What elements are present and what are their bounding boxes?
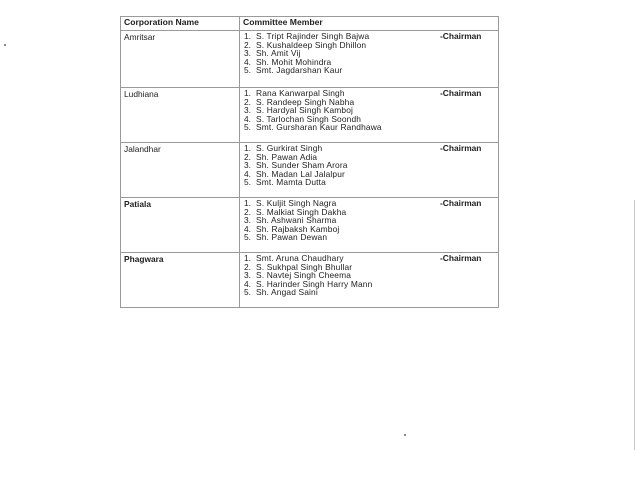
table-row	[121, 253, 499, 308]
scan-speck	[404, 434, 406, 436]
member-name: Smt. Jagdarshan Kaur	[256, 65, 343, 76]
member-list	[244, 144, 498, 187]
member-name: Sh. Mohit Mohindra	[256, 56, 332, 67]
member-number: 1.	[244, 253, 251, 263]
member-list	[244, 199, 498, 242]
scan-speck	[4, 44, 6, 46]
member-list	[244, 32, 498, 75]
member-name: S. Navtej Singh Cheema	[256, 270, 352, 281]
member-name: S. Hardyal Singh Kamboj	[256, 105, 354, 116]
member-name: Sh. Rajbaksh Kamboj	[256, 223, 340, 234]
member-list	[244, 89, 498, 132]
member-number: 2.	[244, 261, 251, 272]
member-number: 4.	[244, 168, 251, 179]
member-role: -Chairman	[440, 31, 482, 41]
member-name: Rana Kanwarpal Singh	[256, 88, 345, 98]
member-list-cell	[240, 253, 499, 308]
member-item	[244, 288, 498, 297]
member-name: Sh. Amit Vij	[256, 48, 301, 59]
member-name: S. Gurkirat Singh	[256, 143, 323, 153]
member-number: 2.	[244, 151, 251, 162]
committee-member-header: Committee Member	[240, 17, 499, 31]
member-role: -Chairman	[440, 143, 482, 153]
member-number: 3.	[244, 160, 251, 171]
member-number: 5.	[244, 287, 251, 298]
committee-table	[120, 16, 499, 308]
member-name: Sh. Ashwani Sharma	[256, 215, 337, 226]
member-list-cell	[240, 31, 499, 88]
member-role: -Chairman	[440, 253, 482, 263]
member-name: Sh. Madan Lal Jalalpur	[256, 168, 345, 179]
table-header-row	[121, 17, 499, 31]
member-name: Sh. Pawan Dewan	[256, 232, 328, 243]
member-number: 5.	[244, 232, 251, 243]
member-number: 1.	[244, 143, 251, 153]
member-number: 3.	[244, 215, 251, 226]
table-row	[121, 143, 499, 198]
member-number: 3.	[244, 48, 251, 59]
member-number: 1.	[244, 31, 251, 41]
member-name: S. Kuljit Singh Nagra	[256, 198, 337, 208]
member-number: 4.	[244, 56, 251, 67]
member-name: S. Randeep Singh Nabha	[256, 96, 355, 107]
member-role: -Chairman	[440, 88, 482, 98]
corporation-name: Patiala	[121, 198, 240, 253]
member-list-cell	[240, 198, 499, 253]
member-number: 2.	[244, 39, 251, 50]
member-name: Sh. Sunder Sham Arora	[256, 160, 348, 171]
member-name: S. Sukhpal Singh Bhullar	[256, 261, 353, 272]
member-number: 5.	[244, 122, 251, 133]
member-number: 2.	[244, 206, 251, 217]
member-name: S. Kushaldeep Singh Dhillon	[256, 39, 367, 50]
member-number: 5.	[244, 177, 251, 188]
table-row	[121, 88, 499, 143]
member-number: 1.	[244, 88, 251, 98]
member-name: Smt. Mamta Dutta	[256, 177, 326, 188]
corporation-name: Amritsar	[121, 31, 240, 88]
member-item	[244, 66, 498, 75]
corporation-name: Jalandhar	[121, 143, 240, 198]
table-row	[121, 31, 499, 88]
member-name: S. Tript Rajinder Singh Bajwa	[256, 31, 370, 41]
member-item	[244, 233, 498, 242]
member-name: S. Tarlochan Singh Soondh	[256, 113, 362, 124]
member-list-cell	[240, 143, 499, 198]
member-number: 3.	[244, 270, 251, 281]
member-item	[244, 178, 498, 187]
member-list	[244, 254, 498, 297]
member-name: Sh. Pawan Adia	[256, 151, 318, 162]
corporation-name: Phagwara	[121, 253, 240, 308]
member-number: 4.	[244, 223, 251, 234]
member-list-cell	[240, 88, 499, 143]
member-number: 5.	[244, 65, 251, 76]
member-name: Smt. Gursharan Kaur Randhawa	[256, 122, 382, 133]
member-number: 4.	[244, 278, 251, 289]
member-name: Smt. Aruna Chaudhary	[256, 253, 344, 263]
member-name: S. Malkiat Singh Dakha	[256, 206, 347, 217]
corporation-name-header: Corporation Name	[121, 17, 240, 31]
member-number: 2.	[244, 96, 251, 107]
member-number: 3.	[244, 105, 251, 116]
member-name: Sh. Angad Saini	[256, 287, 318, 298]
member-role: -Chairman	[440, 198, 482, 208]
member-number: 4.	[244, 113, 251, 124]
member-item	[244, 123, 498, 132]
table-row	[121, 198, 499, 253]
scan-edge-line	[634, 200, 635, 450]
member-number: 1.	[244, 198, 251, 208]
member-name: S. Harinder Singh Harry Mann	[256, 278, 373, 289]
corporation-name: Ludhiana	[121, 88, 240, 143]
